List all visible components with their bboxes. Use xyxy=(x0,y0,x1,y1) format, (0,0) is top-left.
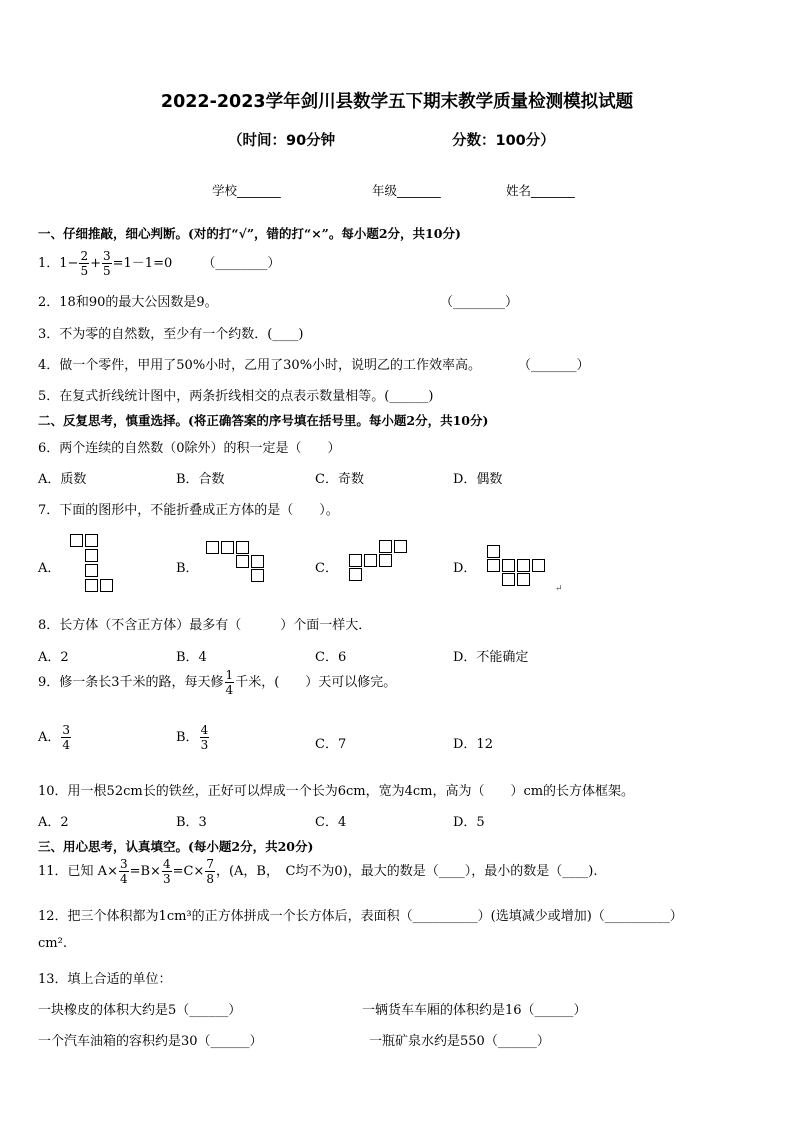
answer-blank: （________） xyxy=(202,256,281,271)
question-13-item: 一辆货车车厢的体积约是16（______） xyxy=(362,1003,587,1018)
exam-score: 分数：100分） xyxy=(452,133,555,149)
option-a: A．2 xyxy=(38,815,69,830)
option-b: B．合数 xyxy=(176,472,225,487)
option-b: B．4 xyxy=(176,650,207,665)
name-field: 姓名_______ xyxy=(506,183,575,198)
option-a: A．2 xyxy=(38,650,69,665)
question-13-item: 一瓶矿泉水约是550（______） xyxy=(369,1034,550,1049)
fraction: $\frac{7}{8}$ xyxy=(206,857,214,886)
option-d: D．偶数 xyxy=(453,472,503,487)
section-1-heading: 一、仔细推敲，细心判断。(对的打“√”，错的打“×”。每小题2分，共10分) xyxy=(38,226,461,241)
question-12: 12．把三个体积都为1cm³的正方体拼成一个长方体后，表面积（__________）(选填减少或增加)（__________） xyxy=(38,909,683,924)
option-d: D．12 xyxy=(453,737,493,752)
page-title: 2022-2023学年剑川县数学五下期末教学质量检测模拟试题 xyxy=(160,92,634,112)
option-d: D．5 xyxy=(453,815,485,830)
option-c: C．4 xyxy=(315,815,347,830)
school-field: 学校_______ xyxy=(212,183,281,198)
question-1: 1．1− $\frac{2}{5}$ + $\frac{3}{5}$ =1－1=0 （________） xyxy=(38,249,281,278)
option-b: B． xyxy=(176,561,199,576)
question-8: 8．长方体（不含正方体）最多有（ ）个面一样大． xyxy=(38,618,372,633)
question-10: 10．用一根52cm长的铁丝，正好可以焊成一个长为6cm，宽为4cm，高为（ ）cm的长方体框架。 xyxy=(38,784,635,799)
fraction: $\frac{4}{3}$ xyxy=(200,723,209,752)
grade-field: 年级_______ xyxy=(372,183,441,198)
option-c: C．7 xyxy=(315,737,347,752)
question-9: 9．修一条长3千米的路，每天修 $\frac{1}{4}$ 千米，( ）天可以修完。 xyxy=(38,668,397,697)
option-a: A． $\frac{3}{4}$ xyxy=(38,723,71,752)
option-b: B． $\frac{4}{3}$ xyxy=(176,723,209,752)
question-7: 7．下面的图形中，不能折叠成正方体的是（ ）。 xyxy=(38,503,339,518)
fraction: $\frac{1}{4}$ xyxy=(225,668,234,697)
section-3-heading: 三、用心思考，认真填空。(每小题2分，共20分) xyxy=(38,839,314,854)
question-12-unit: cm². xyxy=(38,936,67,951)
fraction: $\frac{2}{5}$ xyxy=(80,249,89,278)
answer-blank: （_______） xyxy=(518,358,590,373)
answer-blank: （________） xyxy=(440,295,519,310)
question-11: 11．已知 A× $\frac{3}{4}$ =B× $\frac{4}{3}$ =C× $\frac{7}{8}$ ，(A，B， C均不为0)，最大的数是（____），最小的数是（____). xyxy=(38,857,598,886)
option-c: C．奇数 xyxy=(315,472,364,487)
question-13-item: 一块橡皮的体积大约是5（______） xyxy=(38,1003,242,1018)
option-c: C．6 xyxy=(315,650,347,665)
question-5: 5．在复式折线统计图中，两条折线相交的点表示数量相等。(______) xyxy=(38,389,434,404)
question-2: 2．18和90的最大公因数是9。 xyxy=(38,295,218,310)
option-c: C． xyxy=(315,561,338,576)
option-a: A． xyxy=(38,561,61,576)
option-d: D．不能确定 xyxy=(453,650,529,665)
exam-time: （时间：90分钟 xyxy=(228,133,336,149)
paragraph-mark: ↵ xyxy=(555,584,563,594)
question-3: 3．不为零的自然数，至少有一个约数．(____) xyxy=(38,327,304,342)
section-2-heading: 二、反复思考，慎重选择。(将正确答案的序号填在括号里。每小题2分，共10分) xyxy=(38,413,489,428)
fraction: $\frac{3}{4}$ xyxy=(119,857,128,886)
fraction: $\frac{3}{5}$ xyxy=(103,249,111,278)
fraction: $\frac{3}{4}$ xyxy=(62,723,71,752)
option-b: B．3 xyxy=(176,815,207,830)
question-13: 13．填上合适的单位： xyxy=(38,972,172,987)
question-13-item: 一个汽车油箱的容积约是30（______） xyxy=(38,1034,263,1049)
option-a: A．质数 xyxy=(38,472,87,487)
fraction: $\frac{4}{3}$ xyxy=(162,857,171,886)
option-d: D． xyxy=(453,561,477,576)
question-6: 6．两个连续的自然数（0除外）的积一定是（ ） xyxy=(38,441,341,456)
question-4: 4．做一个零件，甲用了50%小时，乙用了30%小时，说明乙的工作效率高。 xyxy=(38,358,482,373)
